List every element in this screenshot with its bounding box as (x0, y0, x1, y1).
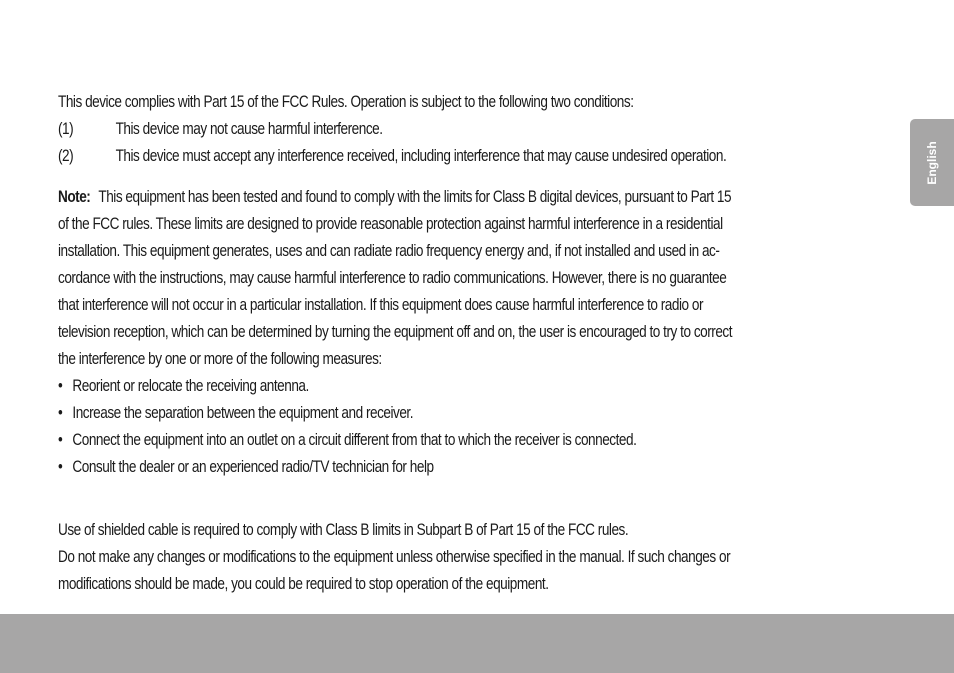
intro-text: This device complies with Part 15 of the FCC Rules. Operation is subject to the following two conditions: (58, 92, 634, 111)
list-item-text: Increase the separation between the equipment and receiver. (72, 403, 414, 422)
note-line: cordance with the instructions, may cause harmful interference to radio communications. However, there is no guarantee (58, 268, 727, 287)
bullet-mark: • (58, 376, 63, 395)
bullet-mark: • (58, 430, 63, 449)
bullet-mark: • (58, 403, 63, 422)
note-paragraph (58, 183, 898, 372)
condition-item (58, 142, 898, 169)
condition-number: (2) (58, 146, 74, 165)
list-item (58, 453, 898, 480)
list-item (58, 399, 898, 426)
notice-line: modifications should be made, you could be required to stop operation of the equipment. (58, 574, 549, 593)
list-item (58, 372, 898, 399)
note-label: Note: (58, 187, 91, 206)
list-item-text: Connect the equipment into an outlet on a circuit different from that to which the receiver is connected. (72, 430, 637, 449)
note-line: television reception, which can be determined by turning the equipment off and on, the user is encouraged to try to correct (58, 322, 733, 341)
list-item (58, 426, 898, 453)
list-item-text: Reorient or relocate the receiving antenna. (72, 376, 309, 395)
condition-text: This device must accept any interference received, including interference that may cause undesired operation. (115, 146, 727, 165)
notice-line: Use of shielded cable is required to comply with Class B limits in Subpart B of Part 15 of the FCC rules. (58, 520, 629, 539)
fcc-statement (58, 88, 898, 597)
language-tab (910, 119, 954, 206)
condition-number: (1) (58, 119, 74, 138)
notice-line: Do not make any changes or modifications to the equipment unless otherwise specified in the manual. If such changes or (58, 547, 731, 566)
bullet-mark: • (58, 457, 63, 476)
language-tab-label: English (925, 140, 939, 185)
condition-text: This device may not cause harmful interference. (115, 119, 383, 138)
list-item-text: Consult the dealer or an experienced radio/TV technician for help (72, 457, 434, 476)
measures-list (58, 372, 898, 480)
condition-item (58, 115, 898, 142)
note-line: of the FCC rules. These limits are designed to provide reasonable protection against harmful interference in a residential (58, 214, 723, 233)
note-line: the interference by one or more of the following measures: (58, 349, 382, 368)
cable-notice (58, 516, 898, 597)
footer-bar (0, 614, 954, 673)
note-line: installation. This equipment generates, uses and can radiate radio frequency energy and, if not installed and used in ac- (58, 241, 720, 260)
note-line: This equipment has been tested and found to comply with the limits for Class B digital devices, pursuant to Part 15 (98, 187, 732, 206)
note-line: that interference will not occur in a particular installation. If this equipment does cause harmful interference to radio or (58, 295, 704, 314)
